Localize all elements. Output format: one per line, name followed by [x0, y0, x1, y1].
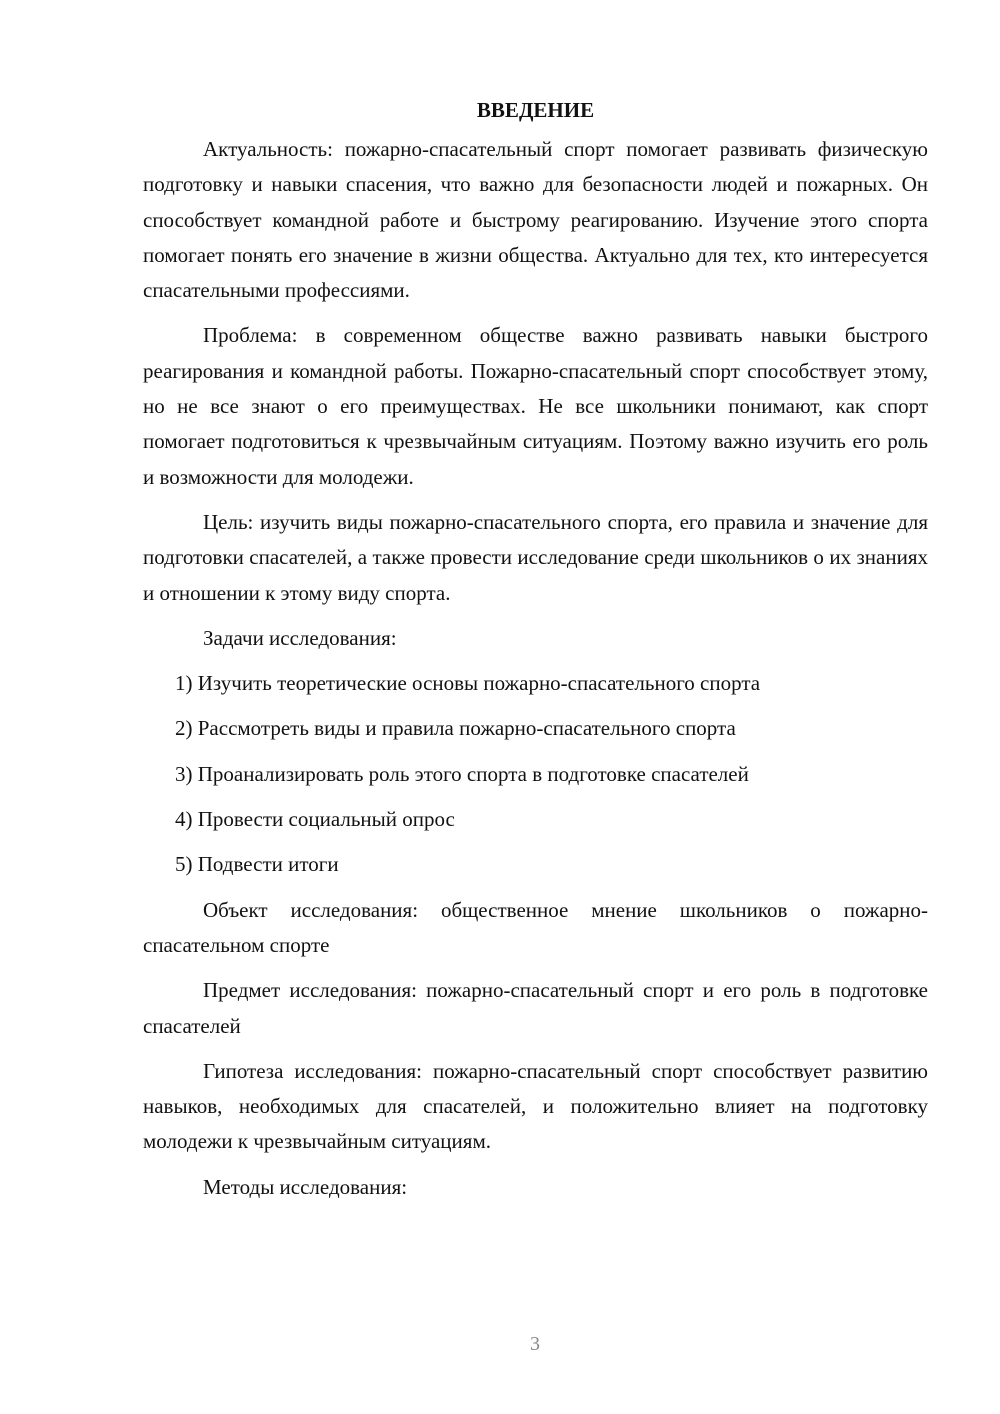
- page-title: ВВЕДЕНИЕ: [476, 98, 595, 122]
- relevance-paragraph: Актуальность: пожарно-спасательный спорт помогает развивать физическую подготовку и навыки спасения, что важно для безопасности людей и пожарных. Он способствует командной работе и быстрому реагированию. Изучение этого спорта помогает понять его значение в жизни общества. Актуально для тех, кто интересуется спасательными профессиями.: [143, 137, 928, 303]
- hypothesis-paragraph: Гипотеза исследования: пожарно-спасательный спорт способствует развитию навыков, необходимых для спасателей, и положительно влияет на подготовку молодежи к чрезвычайным ситуациям.: [143, 1058, 928, 1154]
- tasks-heading: Задачи исследования:: [203, 625, 397, 650]
- subject-paragraph: Предмет исследования: пожарно-спасательный спорт и его роль в подготовке спасателей: [143, 978, 928, 1038]
- object-paragraph: Объект исследования: общественное мнение школьников о пожарно-спасательном спорте: [143, 897, 928, 957]
- list-item: 4) Провести социальный опрос: [175, 807, 455, 832]
- problem-paragraph: Проблема: в современном обществе важно развивать навыки быстрого реагирования и командной работы. Пожарно-спасательный спорт способствует этому, но не все знают о его преимуществах. Не все школьники понимают, как спорт помогает подготовиться к чрезвычайным ситуациям. Поэтому важно изучить его роль и возможности для молодежи.: [143, 323, 928, 489]
- document-page: [143, 92, 928, 1215]
- list-item: 2) Рассмотреть виды и правила пожарно-спасательного спорта: [175, 716, 736, 741]
- list-item: 3) Проанализировать роль этого спорта в подготовке спасателей: [175, 761, 749, 786]
- page-number: 3: [530, 1333, 540, 1355]
- methods-heading: Методы исследования:: [203, 1174, 408, 1199]
- list-item: 1) Изучить теоретические основы пожарно-спасательного спорта: [175, 671, 761, 696]
- goal-paragraph: Цель: изучить виды пожарно-спасательного спорта, его правила и значение для подготовки спасателей, а также провести исследование среди школьников о их знаниях и отношении к этому виду спорта.: [143, 509, 928, 605]
- list-item: 5) Подвести итоги: [175, 852, 339, 877]
- tasks-list: [143, 666, 928, 882]
